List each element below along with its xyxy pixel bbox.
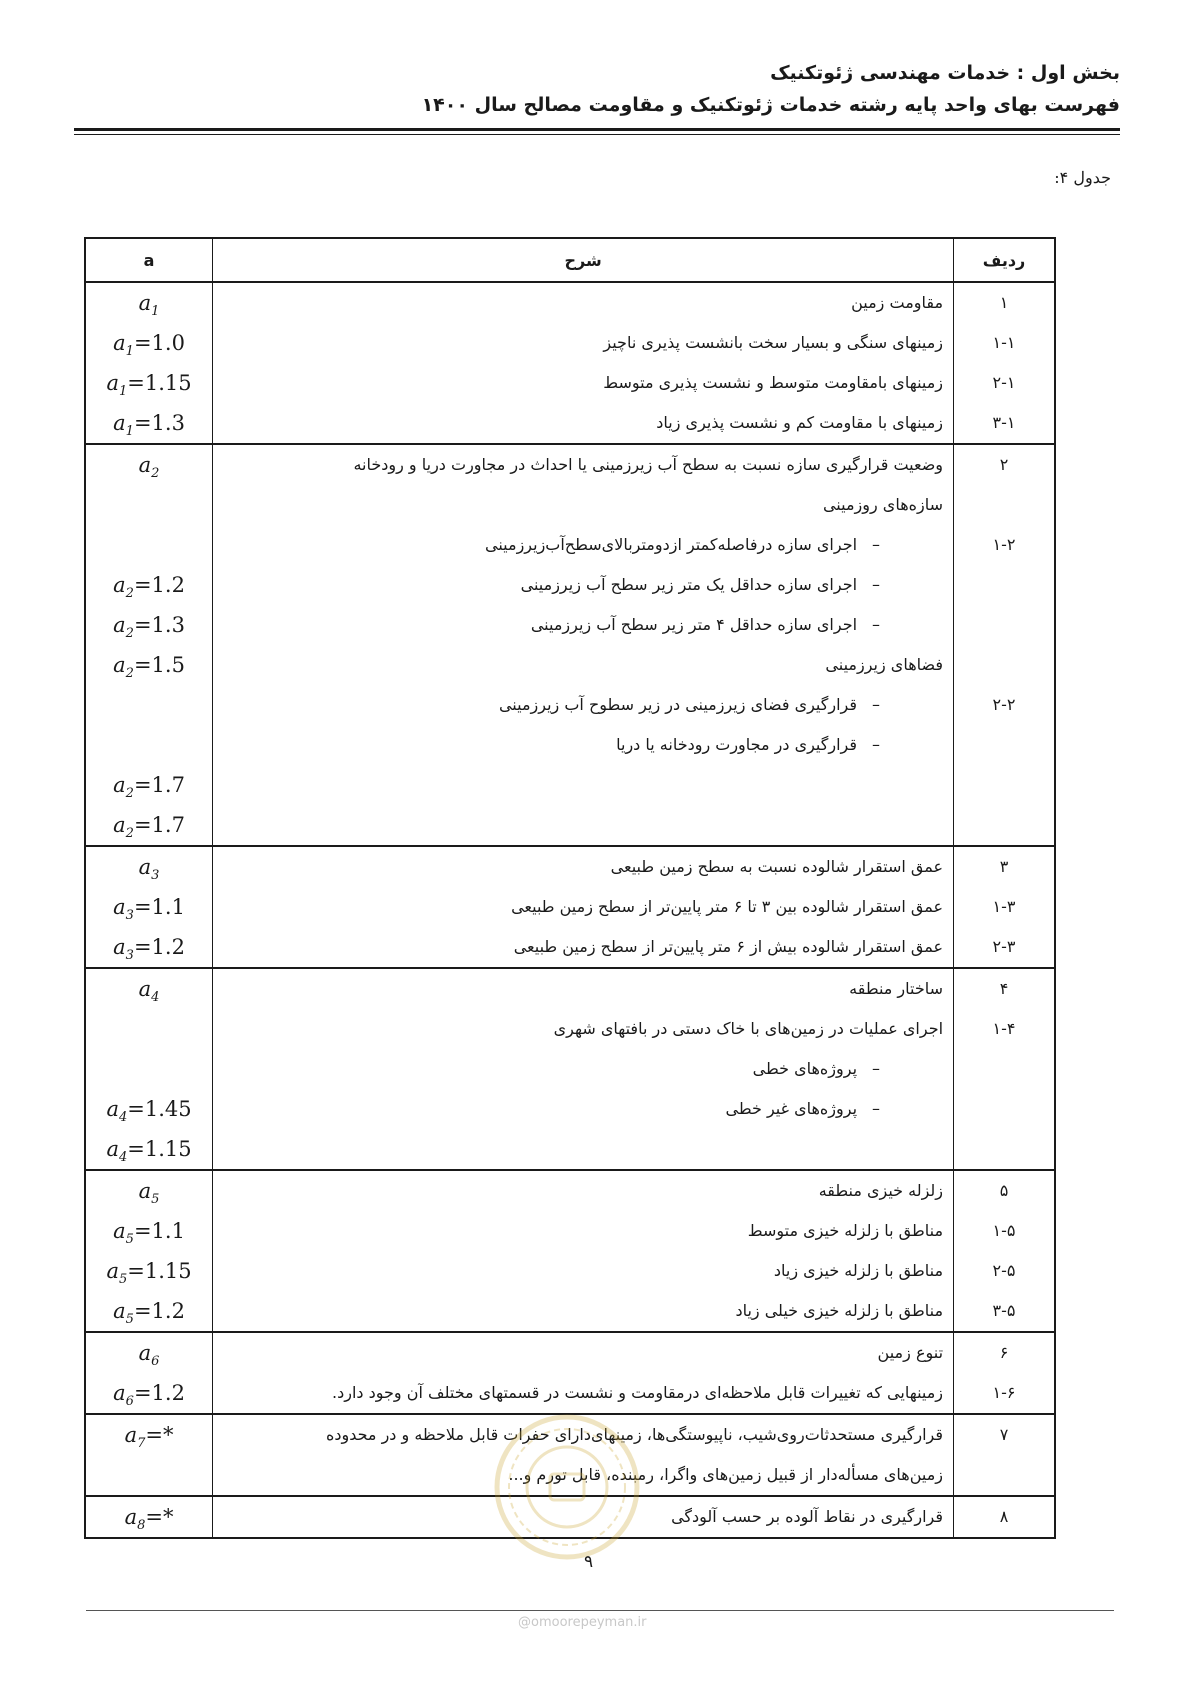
- page-header: [74, 58, 1120, 120]
- coefficient-value: =1.2: [133, 1299, 185, 1323]
- list-title: فهرست بهای واحد پایه رشته خدمات ژئوتکنیک و مقاومت مصالح سال ۱۴۰۰: [421, 94, 1120, 116]
- table-caption: جدول ۴:: [1054, 168, 1111, 187]
- row-number: ۱-۱: [992, 333, 1016, 352]
- coefficient-subscript: 3: [151, 868, 160, 884]
- coefficient-subscript: 4: [119, 1110, 128, 1126]
- coefficient-cell: [85, 282, 213, 444]
- coefficient-line: [86, 1497, 212, 1537]
- coefficient-subscript: 2: [125, 826, 134, 842]
- coefficient-subscript: 1: [119, 384, 128, 400]
- coefficient-subscript: 5: [125, 1232, 134, 1248]
- coefficient-symbol: a: [106, 1259, 119, 1283]
- description-line: [213, 1333, 953, 1373]
- coefficient-symbol: a: [113, 895, 126, 919]
- coefficient-line: [86, 927, 212, 967]
- description-text: اجرای سازه حداقل ۴ متر زیر سطح آب زیرزمینی: [530, 615, 858, 634]
- description-text: سازه‌های روزمینی: [822, 495, 944, 514]
- description-line: [213, 1291, 953, 1331]
- coefficient-line: [86, 1171, 212, 1211]
- coefficient-subscript: 1: [125, 344, 134, 360]
- description-text: زمینهای با مقاومت کم و نشست پذیری زیاد: [656, 413, 944, 432]
- coefficient-line: [86, 403, 212, 443]
- coefficient-line: [86, 847, 212, 887]
- row-number: ۳-۵: [992, 1301, 1016, 1320]
- description-text: قرارگیری مستحدثات‌روی‌شیب، ناپیوستگی‌ها، زمینهای‌دارای حفرات قابل ملاحظه و در محدوده: [325, 1425, 944, 1444]
- coefficient-symbol: a: [113, 613, 126, 637]
- description-text: زلزله خیزی منطقه: [818, 1181, 944, 1200]
- description-text: قرارگیری در نقاط آلوده بر حسب آلودگی: [671, 1507, 944, 1526]
- description-bullet-line: [213, 685, 953, 725]
- coefficient-symbol: a: [138, 1179, 152, 1203]
- row-number-cell: [954, 1170, 1055, 1332]
- coefficient-line: [86, 1251, 212, 1291]
- coefficient-cell: [85, 444, 213, 846]
- row-number: ۲: [999, 455, 1009, 474]
- coefficient-symbol: a: [113, 1219, 126, 1243]
- description-text: مقاومت زمین: [851, 293, 944, 312]
- description-text: مناطق با زلزله خیزی متوسط: [747, 1221, 944, 1240]
- description-line: [213, 323, 953, 363]
- coefficient-subscript: 5: [125, 1312, 134, 1328]
- description-line: [213, 1251, 953, 1291]
- coefficient-subscript: 2: [125, 666, 134, 682]
- coefficient-value: =1.7: [133, 773, 185, 797]
- row-number-cell: [954, 1496, 1055, 1538]
- row-number: ۱-۲: [992, 535, 1016, 554]
- coefficient-line: [86, 969, 212, 1009]
- row-number: ۴: [999, 979, 1009, 998]
- coefficient-line: [86, 1333, 212, 1373]
- description-text: قرارگیری در مجاورت رودخانه یا دریا: [616, 735, 858, 754]
- coefficient-subscript: 6: [151, 1354, 160, 1370]
- description-cell: [213, 1332, 954, 1414]
- coefficient-cell: [85, 1170, 213, 1332]
- description-cell: [213, 968, 954, 1170]
- coefficient-value: =1.15: [127, 1259, 192, 1283]
- coefficient-line: [86, 1211, 212, 1251]
- description-text: زمینهای بامقاومت متوسط و نشست پذیری متوسط: [603, 373, 944, 392]
- coefficient-subscript: 3: [125, 908, 134, 924]
- bullet-dash-icon: –: [872, 735, 881, 754]
- row-number: ۵: [999, 1181, 1009, 1200]
- coefficient-symbol: a: [138, 1341, 152, 1365]
- coefficient-symbol: a: [106, 1137, 119, 1161]
- description-cell: [213, 282, 954, 444]
- coefficient-value: =1.2: [133, 1381, 185, 1405]
- coefficient-value: =1.1: [133, 1219, 185, 1243]
- coefficient-line: [86, 283, 212, 323]
- coefficient-line: [86, 1373, 212, 1413]
- row-number: ۱-۵: [992, 1221, 1016, 1240]
- row-number: ۱-۴: [992, 1019, 1016, 1038]
- description-cell: [213, 444, 954, 846]
- coefficient-line: [86, 645, 212, 685]
- header-rule-thick: [74, 128, 1120, 131]
- header-rule-thin: [74, 134, 1120, 135]
- coefficient-line: [86, 363, 212, 403]
- coefficient-symbol: a: [124, 1423, 138, 1447]
- description-line: [213, 847, 953, 887]
- description-line: [213, 1211, 953, 1251]
- coefficient-value: =*: [145, 1423, 174, 1447]
- row-number: ۶: [999, 1343, 1009, 1362]
- description-text: عمق استقرار شالوده بین ۳ تا ۶ متر پایین‌تر از سطح زمین طبیعی: [511, 897, 944, 916]
- coefficient-symbol: a: [124, 1505, 138, 1529]
- table-header-row: [85, 238, 1055, 282]
- bullet-dash-icon: –: [872, 615, 881, 634]
- row-number: ۱-۳: [992, 897, 1016, 916]
- row-number: [954, 485, 1054, 525]
- table-group-row: [85, 282, 1055, 444]
- coefficient-line: [86, 323, 212, 363]
- bullet-dash-icon: –: [872, 575, 881, 594]
- coefficient-symbol: a: [138, 855, 152, 879]
- coefficient-cell: [85, 846, 213, 968]
- coefficient-subscript: 1: [125, 424, 134, 440]
- description-text: وضعیت قرارگیری سازه نسبت به سطح آب زیرزمینی یا احداث در مجاورت دریا و رودخانه: [353, 455, 944, 474]
- description-line: [213, 363, 953, 403]
- description-text: فضاهای زیرزمینی: [825, 655, 944, 674]
- description-text: زمینهایی که تغییرات قابل ملاحظه‌ای درمقاومت و نشست در قسمتهای مختلف آن وجود دارد.: [332, 1383, 944, 1402]
- coefficient-value: =1.1: [133, 895, 185, 919]
- row-number: ۳: [999, 857, 1009, 876]
- table-group-row: [85, 846, 1055, 968]
- bullet-dash-icon: –: [872, 695, 881, 714]
- bullet-dash-icon: –: [872, 1059, 881, 1078]
- row-number: [954, 725, 1054, 765]
- row-number-cell: [954, 968, 1055, 1170]
- coefficient-cell: [85, 968, 213, 1170]
- row-number: [954, 1455, 1054, 1495]
- description-line: [213, 283, 953, 323]
- row-number: ۲-۲: [992, 695, 1016, 714]
- coefficient-line: [86, 1089, 212, 1129]
- coefficient-symbol: a: [138, 453, 152, 477]
- description-text: پروژه‌های غیر خطی: [725, 1099, 858, 1118]
- coefficient-line: [86, 565, 212, 605]
- coefficient-subscript: 7: [137, 1436, 146, 1452]
- coefficient-cell: [85, 1414, 213, 1496]
- part-title: بخش اول : خدمات مهندسی ژئوتکنیک: [770, 62, 1120, 84]
- bullet-dash-icon: –: [872, 1099, 881, 1118]
- coefficient-subscript: 2: [125, 586, 134, 602]
- coefficient-value: =1.2: [133, 573, 185, 597]
- description-bullet-line: [213, 1049, 953, 1089]
- coefficient-value: =1.45: [127, 1097, 192, 1121]
- row-number: [954, 1049, 1054, 1089]
- coefficient-symbol: a: [113, 935, 126, 959]
- coefficient-line: [86, 1049, 212, 1089]
- description-line: [213, 1009, 953, 1049]
- coefficient-symbol: a: [138, 291, 152, 315]
- coefficient-subscript: 4: [119, 1150, 128, 1166]
- coefficient-line: [86, 1009, 212, 1049]
- coefficient-subscript: 8: [137, 1518, 146, 1534]
- coefficient-symbol: a: [113, 411, 126, 435]
- description-text: اجرای سازه حداقل یک متر زیر سطح آب زیرزمینی: [520, 575, 858, 594]
- coefficient-symbol: a: [106, 1097, 119, 1121]
- coefficient-line: [86, 525, 212, 565]
- coefficient-subscript: 2: [125, 786, 134, 802]
- coefficient-cell: [85, 1332, 213, 1414]
- coefficient-line: [86, 887, 212, 927]
- coefficient-cell: [85, 1496, 213, 1538]
- header-description: شرح: [213, 238, 954, 282]
- description-bullet-line: [213, 525, 953, 565]
- coefficient-symbol: a: [113, 331, 126, 355]
- coefficient-symbol: a: [113, 1381, 126, 1405]
- coefficient-line: [86, 805, 212, 845]
- row-number: ۳-۱: [992, 413, 1016, 432]
- description-bullet-line: [213, 605, 953, 645]
- row-number: ۲-۳: [992, 937, 1016, 956]
- row-number-cell: [954, 846, 1055, 968]
- coefficients-table: [84, 237, 1056, 1539]
- header-a: a: [85, 238, 213, 282]
- header-row: ردیف: [954, 238, 1055, 282]
- table-body: [85, 282, 1055, 1538]
- description-line: [213, 927, 953, 967]
- coefficient-value: =1.15: [127, 1137, 192, 1161]
- row-number-cell: [954, 1414, 1055, 1496]
- coefficient-value: =1.7: [133, 813, 185, 837]
- description-line: [213, 805, 953, 845]
- coefficient-value: =1.5: [133, 653, 185, 677]
- watermark-url: @omoorepeyman.ir: [518, 1615, 647, 1630]
- row-number-cell: [954, 444, 1055, 846]
- description-text: مناطق با زلزله خیزی خیلی زیاد: [735, 1301, 944, 1320]
- coefficient-value: =1.2: [133, 935, 185, 959]
- footer-rule: [86, 1610, 1114, 1611]
- coefficient-subscript: 5: [151, 1192, 160, 1208]
- table-group-row: [85, 1170, 1055, 1332]
- description-line: [213, 1129, 953, 1169]
- coefficient-value: =1.0: [133, 331, 185, 355]
- coefficient-value: =*: [145, 1505, 174, 1529]
- row-number-cell: [954, 282, 1055, 444]
- description-line: [213, 403, 953, 443]
- coefficient-line: [86, 765, 212, 805]
- coefficient-line: [86, 1291, 212, 1331]
- coefficient-line: [86, 1129, 212, 1169]
- row-number: ۱-۶: [992, 1383, 1016, 1402]
- row-number: [954, 1089, 1054, 1129]
- coefficient-symbol: a: [113, 653, 126, 677]
- coefficient-subscript: 5: [119, 1272, 128, 1288]
- row-number: [954, 765, 1054, 805]
- row-number: [954, 1129, 1054, 1169]
- row-number: [954, 805, 1054, 845]
- row-number: ۸: [999, 1507, 1009, 1526]
- row-number: [954, 605, 1054, 645]
- table-group-row: [85, 1332, 1055, 1414]
- description-bullet-line: [213, 1089, 953, 1129]
- table-group-row: [85, 968, 1055, 1170]
- coefficient-symbol: a: [113, 1299, 126, 1323]
- description-line: [213, 485, 953, 525]
- coefficient-line: [86, 485, 212, 525]
- description-line: [213, 1373, 953, 1413]
- coefficient-value: =1.3: [133, 411, 185, 435]
- description-text: زمینهای سنگی و بسیار سخت بانشست پذیری ناچیز: [603, 333, 944, 352]
- coefficient-subscript: 2: [151, 466, 160, 482]
- table-group-row: [85, 444, 1055, 846]
- coefficient-symbol: a: [113, 813, 126, 837]
- description-bullet-line: [213, 725, 953, 765]
- page-number: ۹: [584, 1552, 594, 1572]
- row-number: ۲-۵: [992, 1261, 1016, 1280]
- description-text: اجرای عملیات در زمین‌های با خاک دستی در بافتهای شهری: [553, 1019, 944, 1038]
- row-number: [954, 645, 1054, 685]
- description-line: [213, 887, 953, 927]
- bullet-dash-icon: –: [872, 535, 881, 554]
- row-number-cell: [954, 1332, 1055, 1414]
- description-line: [213, 645, 953, 685]
- coefficient-symbol: a: [113, 573, 126, 597]
- coefficient-subscript: 4: [151, 990, 160, 1006]
- coefficient-subscript: 2: [125, 626, 134, 642]
- description-text: زمین‌های مسأله‌دار از قبیل زمین‌های واگرا، رمبنده، قابل تورم و...: [508, 1465, 944, 1484]
- coefficient-symbol: a: [138, 977, 152, 1001]
- watermark-seal-icon: [492, 1412, 642, 1562]
- description-text: تنوع زمین: [877, 1343, 944, 1362]
- description-line: [213, 765, 953, 805]
- coefficient-line: [86, 445, 212, 485]
- coefficient-line: [86, 685, 212, 725]
- coefficient-value: =1.3: [133, 613, 185, 637]
- coefficient-subscript: 3: [125, 948, 134, 964]
- coefficient-subscript: 6: [125, 1394, 134, 1410]
- description-text: پروژه‌های خطی: [752, 1059, 858, 1078]
- coefficient-line: [86, 1455, 212, 1495]
- coefficient-symbol: a: [106, 371, 119, 395]
- description-cell: [213, 846, 954, 968]
- coefficient-line: [86, 725, 212, 765]
- description-text: عمق استقرار شالوده نسبت به سطح زمین طبیعی: [610, 857, 944, 876]
- coefficient-value: =1.15: [127, 371, 192, 395]
- description-line: [213, 969, 953, 1009]
- description-line: [213, 1171, 953, 1211]
- row-number: [954, 565, 1054, 605]
- description-text: قرارگیری فضای زیرزمینی در زیر سطوح آب زیرزمینی: [498, 695, 858, 714]
- coefficient-subscript: 1: [151, 304, 160, 320]
- description-cell: [213, 1170, 954, 1332]
- coefficient-symbol: a: [113, 773, 126, 797]
- description-line: [213, 445, 953, 485]
- coefficient-line: [86, 1415, 212, 1455]
- row-number: ۱: [999, 293, 1009, 312]
- description-text: مناطق با زلزله خیزی زیاد: [773, 1261, 944, 1280]
- description-text: ساختار منطقه: [849, 979, 944, 998]
- row-number: ۷: [999, 1425, 1009, 1444]
- description-text: اجرای سازه درفاصله‌کمتر ازدومتربالای‌سطح‌آب‌زیرزمینی: [485, 535, 858, 554]
- description-bullet-line: [213, 565, 953, 605]
- coefficient-line: [86, 605, 212, 645]
- row-number: ۲-۱: [992, 373, 1016, 392]
- description-text: عمق استقرار شالوده بیش از ۶ متر پایین‌تر از سطح زمین طبیعی: [513, 937, 944, 956]
